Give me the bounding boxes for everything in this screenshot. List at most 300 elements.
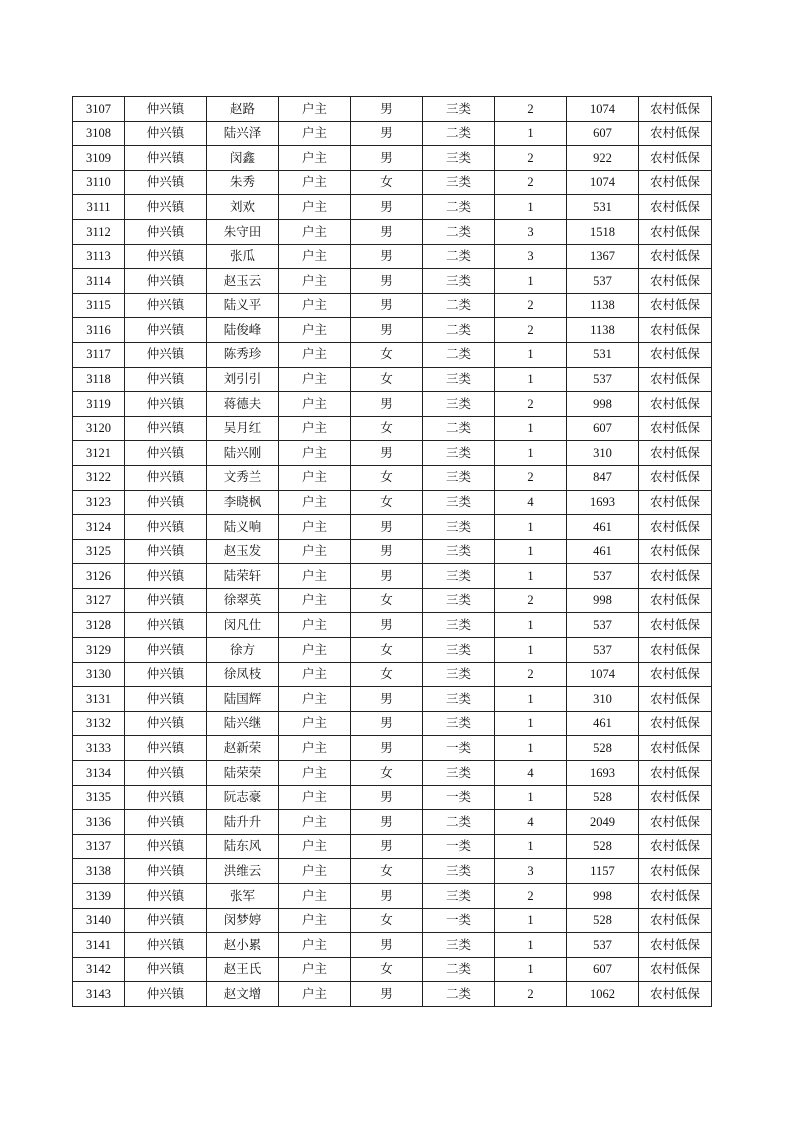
- township-cell: 仲兴镇: [125, 564, 207, 589]
- assistance-type-cell: 农村低保: [639, 146, 712, 171]
- amount-cell: 310: [567, 441, 639, 466]
- household-role-cell: 户主: [279, 441, 351, 466]
- name-cell: 朱守田: [207, 219, 279, 244]
- amount-cell: 461: [567, 711, 639, 736]
- household-size-cell: 1: [495, 367, 567, 392]
- household-size-cell: 2: [495, 170, 567, 195]
- gender-cell: 女: [351, 761, 423, 786]
- amount-cell: 607: [567, 121, 639, 146]
- township-cell: 仲兴镇: [125, 367, 207, 392]
- serial-number-cell: 3131: [73, 687, 125, 712]
- household-size-cell: 1: [495, 736, 567, 761]
- amount-cell: 531: [567, 342, 639, 367]
- serial-number-cell: 3109: [73, 146, 125, 171]
- serial-number-cell: 3138: [73, 859, 125, 884]
- assistance-type-cell: 农村低保: [639, 318, 712, 343]
- household-size-cell: 2: [495, 293, 567, 318]
- serial-number-cell: 3127: [73, 588, 125, 613]
- assistance-type-cell: 农村低保: [639, 933, 712, 958]
- table-row: [73, 982, 712, 1007]
- name-cell: 朱秀: [207, 170, 279, 195]
- category-cell: 二类: [423, 244, 495, 269]
- assistance-type-cell: 农村低保: [639, 884, 712, 909]
- table-row: [73, 170, 712, 195]
- table-row: [73, 97, 712, 122]
- amount-cell: 537: [567, 564, 639, 589]
- household-size-cell: 1: [495, 539, 567, 564]
- household-role-cell: 户主: [279, 908, 351, 933]
- assistance-type-cell: 农村低保: [639, 244, 712, 269]
- township-cell: 仲兴镇: [125, 269, 207, 294]
- household-size-cell: 1: [495, 515, 567, 540]
- assistance-type-cell: 农村低保: [639, 195, 712, 220]
- household-size-cell: 2: [495, 465, 567, 490]
- township-cell: 仲兴镇: [125, 146, 207, 171]
- township-cell: 仲兴镇: [125, 219, 207, 244]
- household-role-cell: 户主: [279, 662, 351, 687]
- township-cell: 仲兴镇: [125, 761, 207, 786]
- township-cell: 仲兴镇: [125, 785, 207, 810]
- name-cell: 闵凡仕: [207, 613, 279, 638]
- amount-cell: 537: [567, 367, 639, 392]
- gender-cell: 男: [351, 810, 423, 835]
- township-cell: 仲兴镇: [125, 392, 207, 417]
- category-cell: 三类: [423, 97, 495, 122]
- household-size-cell: 3: [495, 219, 567, 244]
- household-role-cell: 户主: [279, 564, 351, 589]
- household-size-cell: 1: [495, 613, 567, 638]
- township-cell: 仲兴镇: [125, 293, 207, 318]
- category-cell: 一类: [423, 736, 495, 761]
- gender-cell: 女: [351, 957, 423, 982]
- gender-cell: 男: [351, 318, 423, 343]
- gender-cell: 男: [351, 121, 423, 146]
- table-row: [73, 736, 712, 761]
- name-cell: 陆兴刚: [207, 441, 279, 466]
- gender-cell: 男: [351, 441, 423, 466]
- amount-cell: 528: [567, 908, 639, 933]
- name-cell: 赵玉发: [207, 539, 279, 564]
- table-row: [73, 121, 712, 146]
- name-cell: 徐方: [207, 638, 279, 663]
- table-row: [73, 785, 712, 810]
- amount-cell: 922: [567, 146, 639, 171]
- household-size-cell: 1: [495, 687, 567, 712]
- name-cell: 洪维云: [207, 859, 279, 884]
- category-cell: 三类: [423, 588, 495, 613]
- name-cell: 陆荣荣: [207, 761, 279, 786]
- gender-cell: 男: [351, 539, 423, 564]
- assistance-type-cell: 农村低保: [639, 982, 712, 1007]
- name-cell: 闵鑫: [207, 146, 279, 171]
- township-cell: 仲兴镇: [125, 662, 207, 687]
- category-cell: 三类: [423, 859, 495, 884]
- category-cell: 三类: [423, 761, 495, 786]
- table-row: [73, 662, 712, 687]
- household-role-cell: 户主: [279, 293, 351, 318]
- assistance-type-cell: 农村低保: [639, 416, 712, 441]
- gender-cell: 男: [351, 982, 423, 1007]
- amount-cell: 847: [567, 465, 639, 490]
- category-cell: 三类: [423, 564, 495, 589]
- serial-number-cell: 3128: [73, 613, 125, 638]
- amount-cell: 998: [567, 588, 639, 613]
- township-cell: 仲兴镇: [125, 318, 207, 343]
- assistance-type-cell: 农村低保: [639, 564, 712, 589]
- township-cell: 仲兴镇: [125, 342, 207, 367]
- category-cell: 二类: [423, 957, 495, 982]
- amount-cell: 1062: [567, 982, 639, 1007]
- assistance-type-cell: 农村低保: [639, 711, 712, 736]
- serial-number-cell: 3133: [73, 736, 125, 761]
- serial-number-cell: 3137: [73, 834, 125, 859]
- assistance-type-cell: 农村低保: [639, 219, 712, 244]
- household-role-cell: 户主: [279, 736, 351, 761]
- assistance-type-cell: 农村低保: [639, 441, 712, 466]
- name-cell: 陆义平: [207, 293, 279, 318]
- household-role-cell: 户主: [279, 515, 351, 540]
- table-row: [73, 761, 712, 786]
- household-size-cell: 4: [495, 761, 567, 786]
- household-role-cell: 户主: [279, 933, 351, 958]
- assistance-type-cell: 农村低保: [639, 490, 712, 515]
- household-size-cell: 2: [495, 982, 567, 1007]
- assistance-type-cell: 农村低保: [639, 785, 712, 810]
- table-row: [73, 588, 712, 613]
- table-row: [73, 859, 712, 884]
- table-row: [73, 342, 712, 367]
- name-cell: 陆东风: [207, 834, 279, 859]
- serial-number-cell: 3114: [73, 269, 125, 294]
- table-row: [73, 318, 712, 343]
- category-cell: 三类: [423, 515, 495, 540]
- gender-cell: 男: [351, 146, 423, 171]
- gender-cell: 男: [351, 933, 423, 958]
- amount-cell: 528: [567, 834, 639, 859]
- township-cell: 仲兴镇: [125, 170, 207, 195]
- assistance-type-cell: 农村低保: [639, 638, 712, 663]
- name-cell: 陆国辉: [207, 687, 279, 712]
- household-role-cell: 户主: [279, 146, 351, 171]
- household-size-cell: 4: [495, 810, 567, 835]
- amount-cell: 537: [567, 613, 639, 638]
- serial-number-cell: 3122: [73, 465, 125, 490]
- gender-cell: 男: [351, 564, 423, 589]
- category-cell: 三类: [423, 711, 495, 736]
- township-cell: 仲兴镇: [125, 441, 207, 466]
- category-cell: 三类: [423, 638, 495, 663]
- household-role-cell: 户主: [279, 539, 351, 564]
- assistance-type-cell: 农村低保: [639, 170, 712, 195]
- household-size-cell: 2: [495, 97, 567, 122]
- name-cell: 张瓜: [207, 244, 279, 269]
- category-cell: 一类: [423, 834, 495, 859]
- assistance-type-cell: 农村低保: [639, 342, 712, 367]
- amount-cell: 607: [567, 957, 639, 982]
- township-cell: 仲兴镇: [125, 465, 207, 490]
- assistance-type-cell: 农村低保: [639, 269, 712, 294]
- assistance-type-cell: 农村低保: [639, 957, 712, 982]
- name-cell: 刘引引: [207, 367, 279, 392]
- household-role-cell: 户主: [279, 711, 351, 736]
- household-size-cell: 2: [495, 588, 567, 613]
- amount-cell: 310: [567, 687, 639, 712]
- serial-number-cell: 3110: [73, 170, 125, 195]
- household-size-cell: 1: [495, 933, 567, 958]
- household-role-cell: 户主: [279, 170, 351, 195]
- township-cell: 仲兴镇: [125, 884, 207, 909]
- gender-cell: 男: [351, 293, 423, 318]
- gender-cell: 男: [351, 736, 423, 761]
- gender-cell: 男: [351, 219, 423, 244]
- category-cell: 三类: [423, 687, 495, 712]
- township-cell: 仲兴镇: [125, 539, 207, 564]
- name-cell: 阮志豪: [207, 785, 279, 810]
- household-size-cell: 1: [495, 785, 567, 810]
- category-cell: 二类: [423, 342, 495, 367]
- serial-number-cell: 3119: [73, 392, 125, 417]
- gender-cell: 男: [351, 834, 423, 859]
- amount-cell: 1074: [567, 97, 639, 122]
- township-cell: 仲兴镇: [125, 810, 207, 835]
- household-size-cell: 1: [495, 195, 567, 220]
- serial-number-cell: 3115: [73, 293, 125, 318]
- township-cell: 仲兴镇: [125, 588, 207, 613]
- serial-number-cell: 3121: [73, 441, 125, 466]
- name-cell: 赵王氏: [207, 957, 279, 982]
- serial-number-cell: 3134: [73, 761, 125, 786]
- household-size-cell: 1: [495, 638, 567, 663]
- amount-cell: 1157: [567, 859, 639, 884]
- table-row: [73, 810, 712, 835]
- household-role-cell: 户主: [279, 957, 351, 982]
- household-size-cell: 1: [495, 269, 567, 294]
- category-cell: 三类: [423, 269, 495, 294]
- category-cell: 三类: [423, 884, 495, 909]
- amount-cell: 1138: [567, 293, 639, 318]
- serial-number-cell: 3108: [73, 121, 125, 146]
- serial-number-cell: 3125: [73, 539, 125, 564]
- township-cell: 仲兴镇: [125, 908, 207, 933]
- household-role-cell: 户主: [279, 810, 351, 835]
- township-cell: 仲兴镇: [125, 834, 207, 859]
- serial-number-cell: 3135: [73, 785, 125, 810]
- household-role-cell: 户主: [279, 97, 351, 122]
- serial-number-cell: 3107: [73, 97, 125, 122]
- township-cell: 仲兴镇: [125, 859, 207, 884]
- township-cell: 仲兴镇: [125, 515, 207, 540]
- township-cell: 仲兴镇: [125, 933, 207, 958]
- household-size-cell: 1: [495, 711, 567, 736]
- household-role-cell: 户主: [279, 121, 351, 146]
- gender-cell: 男: [351, 97, 423, 122]
- name-cell: 陆兴泽: [207, 121, 279, 146]
- gender-cell: 男: [351, 392, 423, 417]
- gender-cell: 女: [351, 638, 423, 663]
- assistance-type-cell: 农村低保: [639, 662, 712, 687]
- gender-cell: 男: [351, 884, 423, 909]
- roster-table: [72, 96, 712, 1007]
- household-role-cell: 户主: [279, 342, 351, 367]
- household-role-cell: 户主: [279, 613, 351, 638]
- amount-cell: 461: [567, 539, 639, 564]
- gender-cell: 女: [351, 490, 423, 515]
- table-row: [73, 564, 712, 589]
- name-cell: 陆升升: [207, 810, 279, 835]
- assistance-type-cell: 农村低保: [639, 810, 712, 835]
- name-cell: 张军: [207, 884, 279, 909]
- table-row: [73, 465, 712, 490]
- category-cell: 一类: [423, 785, 495, 810]
- serial-number-cell: 3140: [73, 908, 125, 933]
- serial-number-cell: 3136: [73, 810, 125, 835]
- assistance-type-cell: 农村低保: [639, 367, 712, 392]
- category-cell: 一类: [423, 908, 495, 933]
- household-role-cell: 户主: [279, 982, 351, 1007]
- table-row: [73, 515, 712, 540]
- amount-cell: 2049: [567, 810, 639, 835]
- category-cell: 三类: [423, 170, 495, 195]
- household-size-cell: 3: [495, 859, 567, 884]
- category-cell: 二类: [423, 219, 495, 244]
- gender-cell: 女: [351, 465, 423, 490]
- name-cell: 陆荣轩: [207, 564, 279, 589]
- amount-cell: 1074: [567, 170, 639, 195]
- name-cell: 陈秀珍: [207, 342, 279, 367]
- table-row: [73, 219, 712, 244]
- household-size-cell: 1: [495, 908, 567, 933]
- serial-number-cell: 3112: [73, 219, 125, 244]
- assistance-type-cell: 农村低保: [639, 687, 712, 712]
- category-cell: 二类: [423, 293, 495, 318]
- household-role-cell: 户主: [279, 761, 351, 786]
- table-row: [73, 613, 712, 638]
- household-role-cell: 户主: [279, 392, 351, 417]
- household-size-cell: 2: [495, 884, 567, 909]
- table-row: [73, 834, 712, 859]
- table-row: [73, 416, 712, 441]
- category-cell: 三类: [423, 539, 495, 564]
- table-row: [73, 293, 712, 318]
- name-cell: 赵新荣: [207, 736, 279, 761]
- serial-number-cell: 3111: [73, 195, 125, 220]
- household-size-cell: 2: [495, 146, 567, 171]
- gender-cell: 男: [351, 269, 423, 294]
- gender-cell: 男: [351, 613, 423, 638]
- amount-cell: 1367: [567, 244, 639, 269]
- category-cell: 三类: [423, 933, 495, 958]
- name-cell: 徐凤枝: [207, 662, 279, 687]
- gender-cell: 男: [351, 515, 423, 540]
- assistance-type-cell: 农村低保: [639, 859, 712, 884]
- table-row: [73, 392, 712, 417]
- amount-cell: 1074: [567, 662, 639, 687]
- household-size-cell: 3: [495, 244, 567, 269]
- category-cell: 二类: [423, 982, 495, 1007]
- amount-cell: 1693: [567, 490, 639, 515]
- table-row: [73, 539, 712, 564]
- township-cell: 仲兴镇: [125, 711, 207, 736]
- gender-cell: 男: [351, 711, 423, 736]
- assistance-type-cell: 农村低保: [639, 834, 712, 859]
- serial-number-cell: 3130: [73, 662, 125, 687]
- gender-cell: 女: [351, 416, 423, 441]
- name-cell: 赵文增: [207, 982, 279, 1007]
- amount-cell: 1518: [567, 219, 639, 244]
- table-row: [73, 490, 712, 515]
- amount-cell: 1693: [567, 761, 639, 786]
- household-role-cell: 户主: [279, 859, 351, 884]
- table-row: [73, 146, 712, 171]
- name-cell: 赵路: [207, 97, 279, 122]
- gender-cell: 女: [351, 170, 423, 195]
- category-cell: 二类: [423, 318, 495, 343]
- assistance-type-cell: 农村低保: [639, 539, 712, 564]
- household-role-cell: 户主: [279, 884, 351, 909]
- serial-number-cell: 3141: [73, 933, 125, 958]
- township-cell: 仲兴镇: [125, 121, 207, 146]
- household-size-cell: 2: [495, 318, 567, 343]
- serial-number-cell: 3120: [73, 416, 125, 441]
- assistance-type-cell: 农村低保: [639, 121, 712, 146]
- serial-number-cell: 3129: [73, 638, 125, 663]
- category-cell: 二类: [423, 416, 495, 441]
- household-size-cell: 2: [495, 662, 567, 687]
- township-cell: 仲兴镇: [125, 416, 207, 441]
- assistance-type-cell: 农村低保: [639, 761, 712, 786]
- serial-number-cell: 3132: [73, 711, 125, 736]
- assistance-type-cell: 农村低保: [639, 613, 712, 638]
- name-cell: 蒋德夫: [207, 392, 279, 417]
- household-role-cell: 户主: [279, 785, 351, 810]
- table-row: [73, 933, 712, 958]
- category-cell: 三类: [423, 367, 495, 392]
- name-cell: 赵小累: [207, 933, 279, 958]
- serial-number-cell: 3143: [73, 982, 125, 1007]
- name-cell: 刘欢: [207, 195, 279, 220]
- category-cell: 三类: [423, 613, 495, 638]
- household-size-cell: 1: [495, 564, 567, 589]
- assistance-type-cell: 农村低保: [639, 97, 712, 122]
- household-role-cell: 户主: [279, 687, 351, 712]
- category-cell: 三类: [423, 146, 495, 171]
- gender-cell: 女: [351, 662, 423, 687]
- household-role-cell: 户主: [279, 318, 351, 343]
- gender-cell: 男: [351, 687, 423, 712]
- name-cell: 陆兴继: [207, 711, 279, 736]
- township-cell: 仲兴镇: [125, 490, 207, 515]
- name-cell: 文秀兰: [207, 465, 279, 490]
- amount-cell: 537: [567, 638, 639, 663]
- household-role-cell: 户主: [279, 638, 351, 663]
- gender-cell: 女: [351, 588, 423, 613]
- gender-cell: 男: [351, 785, 423, 810]
- category-cell: 三类: [423, 662, 495, 687]
- household-role-cell: 户主: [279, 834, 351, 859]
- table-row: [73, 367, 712, 392]
- gender-cell: 女: [351, 367, 423, 392]
- table-row: [73, 908, 712, 933]
- household-role-cell: 户主: [279, 588, 351, 613]
- name-cell: 赵玉云: [207, 269, 279, 294]
- category-cell: 二类: [423, 810, 495, 835]
- township-cell: 仲兴镇: [125, 957, 207, 982]
- category-cell: 三类: [423, 465, 495, 490]
- township-cell: 仲兴镇: [125, 195, 207, 220]
- township-cell: 仲兴镇: [125, 638, 207, 663]
- serial-number-cell: 3126: [73, 564, 125, 589]
- household-role-cell: 户主: [279, 195, 351, 220]
